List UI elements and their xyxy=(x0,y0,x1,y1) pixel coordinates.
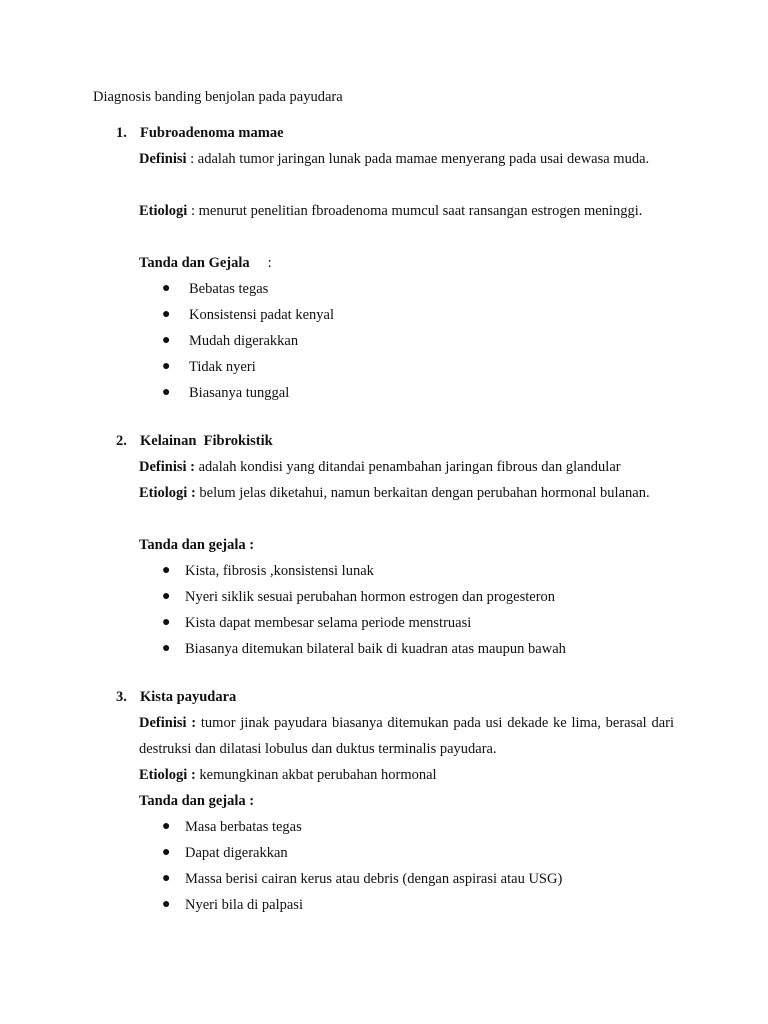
definition-paragraph xyxy=(139,146,674,172)
section-number: 2. xyxy=(116,433,127,449)
signs-heading xyxy=(139,250,674,276)
etiology-label: Etiologi : xyxy=(139,485,196,501)
section-title: Kelainan Fibrokistik xyxy=(140,433,273,449)
section-number: 1. xyxy=(116,125,127,141)
signs-colon: : xyxy=(267,255,272,271)
bullet-dot-icon: ● xyxy=(162,589,171,604)
section-heading xyxy=(116,120,284,146)
bullet-dot-icon: ● xyxy=(162,563,171,578)
bullet-dot-icon: ● xyxy=(162,641,171,656)
definition-paragraph xyxy=(139,710,674,762)
section-number: 3. xyxy=(116,689,127,705)
definition-text: : adalah tumor jaringan lunak pada mamae menyerang pada usai dewasa muda. xyxy=(190,151,650,167)
bullet-dot-icon: ● xyxy=(162,871,171,886)
signs-label: Tanda dan gejala : xyxy=(139,793,255,809)
definition-text: adalah kondisi yang ditandai penambahan jaringan fibrous dan glandular xyxy=(198,459,621,475)
signs-heading xyxy=(139,788,674,814)
section-heading xyxy=(116,684,236,710)
document-page: Diagnosis banding benjolan pada payudara 1. Fubroadenoma mamae Definisi : adalah tumor jaringan lunak pada mamae menyerang pada usai dewasa muda. Etiologi : menurut penelitian fbroadenoma mumcul saat ransangan estrogen meninggi. Tanda dan Gejala : ● Bebatas tegas ● Konsistensi padat kenyal ● Mudah digerakkan ● Tidak nyeri ● Biasanya tunggal 2. Kelainan Fibrokistik Definisi : adalah kondisi yang ditandai penambahan jaringan fibrous dan glandular Etiologi : belum jelas diketahui, namun berkaitan dengan perubahan hormonal bulanan. Tanda dan gejala : ● Kista, fibrosis ,konsistensi lunak ● Nyeri siklik sesuai perubahan hormon estrogen dan progesteron ● Kista dapat membesar selama periode menstruasi ● Biasanya ditemukan bilateral baik di kuadran atas maupun bawah 3. Kista payudara Definisi : tumor jinak payudara biasanya ditemukan pada usi dekade ke lima, berasal dari destruksi dan dilatasi lobulus dan duktus terminalis payudara. Etiologi : kemungkinan akbat perubahan hormonal Tanda dan gejala : ● Masa berbatas tegas ● Dapat digerakkan ● Massa berisi cairan kerus atau debris (dengan aspirasi atau USG) ● Nyeri bila di palpasi xyxy=(0,0,768,1024)
bullet-dot-icon: ● xyxy=(162,845,171,860)
definition-label: Definisi : xyxy=(139,715,197,731)
section-title: Fubroadenoma mamae xyxy=(140,125,284,141)
definition-paragraph xyxy=(139,454,674,480)
etiology-paragraph xyxy=(139,480,674,506)
bullet-dot-icon: ● xyxy=(162,333,171,348)
bullet-dot-icon: ● xyxy=(162,615,171,630)
etiology-text: belum jelas diketahui, namun berkaitan dengan perubahan hormonal bulanan. xyxy=(199,485,650,501)
definition-label: Definisi xyxy=(139,151,187,167)
section-heading xyxy=(116,428,273,454)
signs-label: Tanda dan Gejala xyxy=(139,255,250,271)
bullet-dot-icon: ● xyxy=(162,281,171,296)
etiology-paragraph xyxy=(139,762,674,788)
signs-heading xyxy=(139,532,674,558)
etiology-label: Etiologi xyxy=(139,203,188,219)
etiology-paragraph xyxy=(139,198,674,224)
etiology-label: Etiologi : xyxy=(139,767,196,783)
etiology-text: : menurut penelitian fbroadenoma mumcul saat ransangan estrogen meninggi. xyxy=(190,203,643,219)
definition-label: Definisi : xyxy=(139,459,195,475)
section-title: Kista payudara xyxy=(140,689,237,705)
bullet-dot-icon: ● xyxy=(162,307,171,322)
bullet-dot-icon: ● xyxy=(162,819,171,834)
document-title: Diagnosis banding benjolan pada payudara xyxy=(93,89,343,105)
definition-text: tumor jinak payudara biasanya ditemukan pada usi dekade ke lima, berasal dari destruksi dan dilatasi lobulus dan duktus terminalis payudara. xyxy=(139,715,675,757)
bullet-dot-icon: ● xyxy=(162,359,171,374)
etiology-text: kemungkinan akbat perubahan hormonal xyxy=(199,767,437,783)
bullet-dot-icon: ● xyxy=(162,385,171,400)
signs-label: Tanda dan gejala : xyxy=(139,537,255,553)
bullet-dot-icon: ● xyxy=(162,897,171,912)
